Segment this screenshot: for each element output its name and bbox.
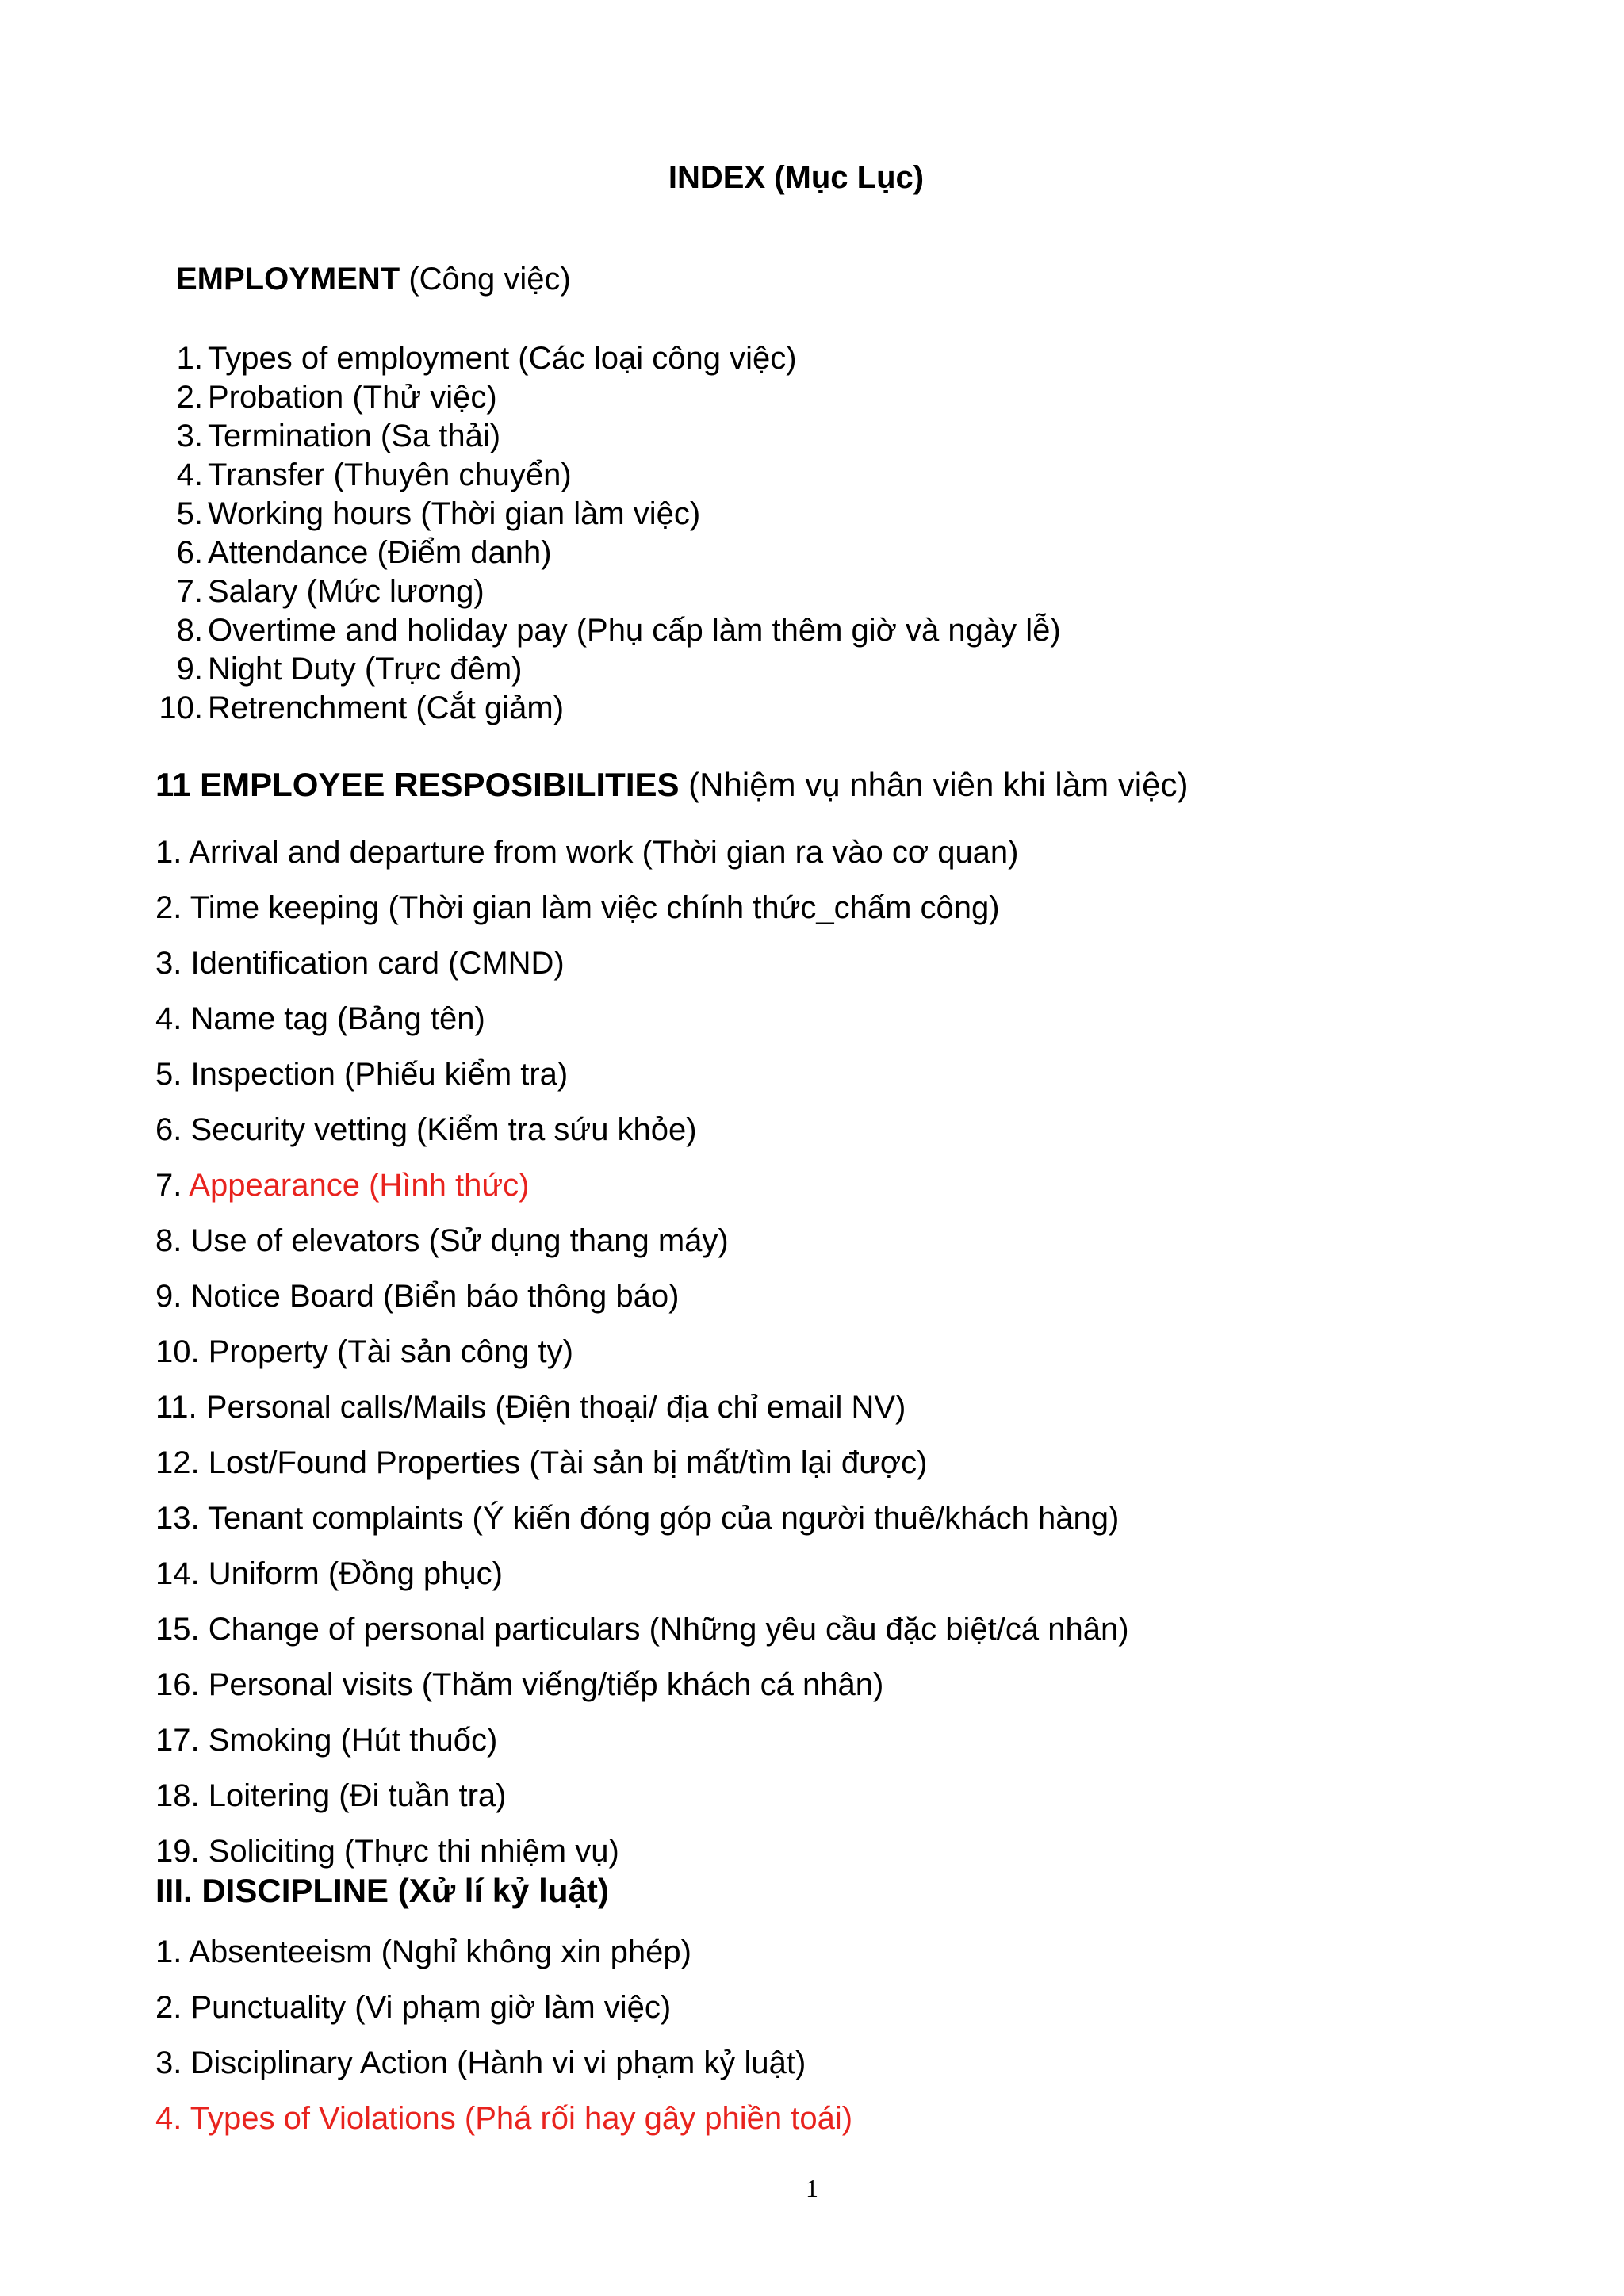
item-number: 10. [159,691,203,725]
item-number: 17. [155,1723,200,1758]
item-number: 5. [155,1057,182,1092]
list-item [155,417,1061,456]
item-number: 8. [176,613,203,648]
item-text: Uniform (Đồng phục) [208,1556,503,1591]
item-number: 12. [155,1445,200,1480]
item-text: Night Duty (Trực đêm) [208,652,523,687]
item-number: 11. [155,1390,197,1425]
item-text: Change of personal particulars (Những yêu cầu đặc biệt/cá nhân) [208,1612,1129,1647]
list-item [155,880,1129,936]
item-number: 1. [155,835,182,870]
list-item [155,611,1061,650]
list-item [155,936,1129,991]
list-item [155,572,1061,611]
list-item [155,825,1129,880]
item-number: 3. [176,419,203,453]
item-number: 9. [155,1279,182,1314]
item-number: 4. [176,457,203,492]
list-item [155,1213,1129,1269]
item-number: 3. [155,946,182,981]
list-item [155,650,1061,689]
list-item [155,1712,1129,1768]
employment-list [155,339,1061,728]
list-item [155,1435,1129,1490]
list-item [155,378,1061,417]
item-text: Loitering (Đi tuần tra) [208,1778,507,1813]
list-item [155,1980,852,2035]
item-text: Soliciting (Thực thi nhiệm vụ) [208,1834,619,1869]
list-item [155,495,1061,534]
item-text: Inspection (Phiếu kiểm tra) [190,1057,569,1092]
item-text: Overtime and holiday pay (Phụ cấp làm thêm giờ và ngày lễ) [208,613,1061,648]
item-text: Security vetting (Kiểm tra sứu khỏe) [190,1112,697,1147]
discipline-list [155,1924,852,2146]
item-number: 18. [155,1778,200,1813]
item-number: 10. [155,1334,200,1369]
item-number: 6. [155,1112,182,1147]
item-text: Termination (Sa thải) [208,419,501,453]
item-number: 4. [155,1001,182,1036]
item-text: Smoking (Hút thuốc) [208,1723,498,1758]
item-number: 3. [155,2045,182,2080]
item-number: 13. [155,1501,200,1536]
list-item [155,456,1061,495]
item-text: Personal visits (Thăm viếng/tiếp khách cá nhân) [208,1667,884,1702]
item-number: 8. [155,1223,182,1258]
list-item [155,1546,1129,1601]
item-number: 2. [176,380,203,415]
list-item [155,1324,1129,1380]
item-text: Attendance (Điểm danh) [208,535,552,570]
item-number: 6. [176,535,203,570]
item-number: 2. [155,1990,182,2025]
item-text: Time keeping (Thời gian làm việc chính thức_chấm công) [190,890,1000,925]
item-text: Probation (Thử việc) [208,380,497,415]
item-text: Personal calls/Mails (Điện thoại/ địa chỉ email NV) [205,1390,906,1425]
list-item [155,534,1061,572]
item-number: 1. [155,1934,182,1969]
item-number: 5. [176,496,203,531]
list-item [155,1601,1129,1657]
page-number: 1 [806,2174,818,2202]
section-responsibilities-heading-rest: (Nhiệm vụ nhân viên khi làm việc) [679,766,1189,803]
item-number: 9. [176,652,203,687]
section-responsibilities-heading [155,765,1188,805]
responsibilities-list [155,825,1129,1879]
item-text: Punctuality (Vi phạm giờ làm việc) [190,1990,672,2025]
list-item [155,1490,1129,1546]
page-title: INDEX (Mục Lục) [668,160,925,195]
list-item [155,339,1061,378]
list-item [155,1047,1129,1102]
list-item [155,2035,852,2091]
list-item [155,991,1129,1047]
item-text: Types of employment (Các loại công việc) [208,341,797,376]
list-item [155,1657,1129,1712]
item-text: Name tag (Bảng tên) [190,1001,485,1036]
item-text: Disciplinary Action (Hành vi vi phạm kỷ luật) [190,2045,806,2080]
section-discipline-heading: III. DISCIPLINE (Xử lí kỷ luật) [155,1872,609,1909]
item-text: Lost/Found Properties (Tài sản bị mất/tìm lại được) [208,1445,928,1480]
section-responsibilities-heading-bold: 11 EMPLOYEE RESPOSIBILITIES [155,766,680,803]
item-text: Absenteeism (Nghỉ không xin phép) [189,1934,691,1969]
list-item [155,1102,1129,1158]
section-employment-heading-bold: EMPLOYMENT [176,262,400,297]
item-number: 19. [155,1834,200,1869]
item-number: 1. [176,341,203,376]
item-text: Salary (Mức lương) [208,574,485,609]
item-text: Use of elevators (Sử dụng thang máy) [190,1223,729,1258]
item-text: Arrival and departure from work (Thời gian ra vào cơ quan) [189,835,1019,870]
list-item-highlighted [155,2091,852,2146]
item-number: 7. [155,1168,182,1203]
item-number: 14. [155,1556,200,1591]
item-number: 16. [155,1667,200,1702]
list-item-highlighted [155,1158,1129,1213]
item-number: 2. [155,890,182,925]
item-number: 15. [155,1612,200,1647]
list-item [155,689,1061,728]
item-text: Identification card (CMND) [190,946,565,981]
list-item [155,1924,852,1980]
item-text: Transfer (Thuyên chuyển) [208,457,572,492]
item-text: Types of Violations (Phá rối hay gây phiền toái) [190,2101,853,2136]
item-text: Property (Tài sản công ty) [208,1334,573,1369]
item-text: Notice Board (Biển báo thông báo) [190,1279,680,1314]
item-number: 4. [155,2101,182,2136]
item-text: Appearance (Hình thức) [189,1168,530,1203]
section-employment-heading [176,260,571,298]
item-text: Retrenchment (Cắt giảm) [208,691,565,725]
list-item [155,1269,1129,1324]
item-text: Tenant complaints (Ý kiến đóng góp của người thuê/khách hàng) [208,1501,1120,1536]
item-text: Working hours (Thời gian làm việc) [208,496,701,531]
item-number: 7. [176,574,203,609]
section-employment-heading-rest: (Công việc) [400,262,571,297]
list-item [155,1768,1129,1823]
list-item [155,1380,1129,1435]
